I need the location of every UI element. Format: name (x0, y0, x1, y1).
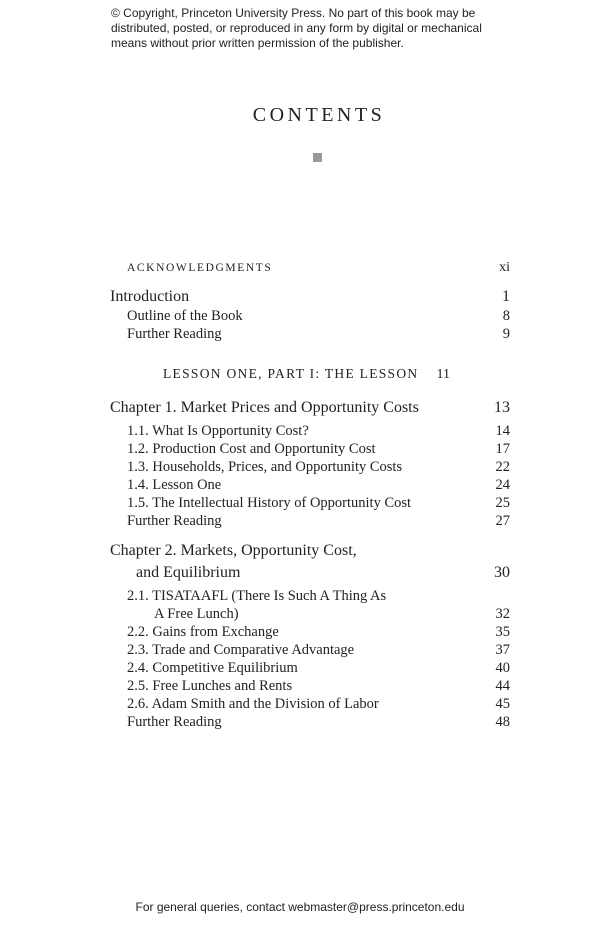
toc-entry-label: 2.6. Adam Smith and the Division of Labor (127, 696, 379, 712)
toc-entry-label: A Free Lunch) (154, 606, 239, 622)
toc-entry-further-reading[interactable] (110, 512, 510, 530)
copyright-notice (111, 6, 511, 51)
toc-entry-page: 25 (495, 495, 510, 511)
toc-entry-page: 48 (495, 714, 510, 730)
toc-entry-label: 2.4. Competitive Equilibrium (127, 660, 298, 676)
toc-entry-further-reading[interactable] (110, 325, 510, 343)
footer-contact: For general queries, contact webmaster@press.princeton.edu (135, 900, 465, 914)
toc-entry-label: Further Reading (127, 326, 222, 342)
toc-entry-section[interactable] (110, 494, 510, 512)
toc-entry-page: 1 (502, 288, 510, 305)
toc-entry-acknowledgments[interactable] (110, 262, 510, 274)
toc-entry-page: 14 (495, 423, 510, 439)
toc-entry-page: 11 (436, 367, 450, 382)
toc-entry-introduction[interactable] (110, 288, 510, 306)
toc-entry-section[interactable] (110, 659, 510, 677)
toc-entry-section[interactable] (110, 641, 510, 659)
toc-entry-section[interactable] (110, 476, 510, 494)
toc-entry-page: 9 (502, 326, 510, 342)
toc-entry-label: Outline of the Book (127, 308, 243, 324)
toc-entry-page: 17 (495, 441, 510, 457)
toc-entry-label: ACKNOWLEDGMENTS (127, 262, 273, 274)
toc-entry-page: 13 (494, 399, 510, 416)
toc-entry-label: 1.4. Lesson One (127, 477, 222, 493)
page-title: CONTENTS (252, 104, 386, 126)
toc-entry-label: Chapter 2. Markets, Opportunity Cost, (110, 542, 357, 559)
toc-entry-further-reading[interactable] (110, 713, 510, 731)
toc-entry-label: 1.2. Production Cost and Opportunity Cost (127, 441, 376, 457)
toc-entry-chapter-2[interactable] (110, 542, 510, 560)
copyright-line: distributed, posted, or reproduced in any form by digital or mechanical (111, 21, 482, 35)
toc-entry-label: 1.3. Households, Prices, and Opportunity Costs (127, 459, 403, 475)
toc-entry-section[interactable] (110, 422, 510, 440)
toc-entry-chapter-1[interactable] (110, 399, 510, 417)
toc-part-heading[interactable] (163, 366, 450, 383)
toc-entry-section[interactable] (110, 587, 510, 605)
toc-entry-page: 32 (495, 606, 510, 622)
toc-entry-label: Further Reading (127, 714, 222, 730)
toc-entry-page: 35 (495, 624, 510, 640)
toc-entry-label: LESSON ONE, PART I: THE LESSON (163, 366, 419, 381)
toc-entry-page: 22 (495, 459, 510, 475)
toc-entry-page: 30 (494, 564, 510, 581)
toc-entry-outline[interactable] (110, 307, 510, 325)
toc-entry-page: 27 (495, 513, 510, 529)
toc-entry-page: 24 (495, 477, 510, 493)
square-ornament-icon (313, 153, 322, 162)
toc-entry-section[interactable] (110, 695, 510, 713)
toc-entry-section[interactable] (110, 623, 510, 641)
toc-entry-label: 1.1. What Is Opportunity Cost? (127, 423, 309, 439)
toc-entry-chapter-2-cont[interactable] (110, 564, 510, 582)
toc-entry-page: 8 (502, 308, 510, 324)
toc-entry-label: 2.2. Gains from Exchange (127, 624, 279, 640)
toc-entry-label: Introduction (110, 288, 190, 305)
toc-entry-label: 2.3. Trade and Comparative Advantage (127, 642, 355, 658)
toc-entry-page: 45 (495, 696, 510, 712)
copyright-line: © Copyright, Princeton University Press. No part of this book may be (111, 6, 476, 20)
toc-entry-page: xi (499, 260, 510, 275)
toc-entry-section[interactable] (110, 440, 510, 458)
toc-entry-section[interactable] (110, 677, 510, 695)
toc-entry-label: 1.5. The Intellectual History of Opportunity Cost (127, 495, 412, 511)
toc-entry-label: Chapter 1. Market Prices and Opportunity Costs (110, 399, 419, 416)
toc-entry-page: 44 (495, 678, 510, 694)
toc-entry-label: 2.5. Free Lunches and Rents (127, 678, 293, 694)
toc-entry-section-cont[interactable] (110, 605, 510, 623)
toc-entry-section[interactable] (110, 458, 510, 476)
toc-entry-label: 2.1. TISATAAFL (There Is Such A Thing As (127, 588, 387, 604)
toc-entry-label: and Equilibrium (136, 564, 241, 581)
toc-entry-label: Further Reading (127, 513, 222, 529)
copyright-line: means without prior written permission of the publisher. (111, 36, 404, 50)
toc-entry-page: 37 (495, 642, 510, 658)
toc-entry-page: 40 (495, 660, 510, 676)
